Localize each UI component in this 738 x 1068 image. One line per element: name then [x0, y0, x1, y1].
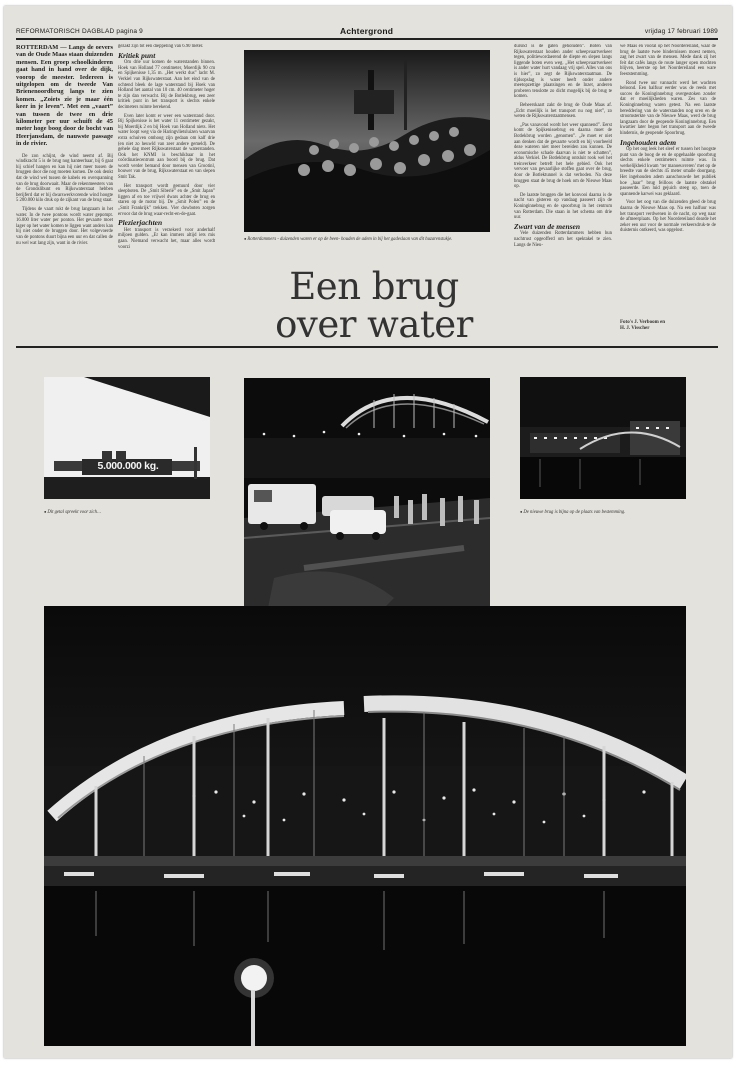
credit-line-1: Foto's J. Verboom en	[620, 320, 665, 325]
paper-name: REFORMATORISCH DAGBLAD pagina 9	[16, 28, 143, 35]
paragraph: De laatste bruggen die het konvooi daarna is de nacht van gisteren op vandaag passeert zijn de Koninginnebrug en de spoorbrug in het centrum van Rotterdam. Die staan in het schema om drie uur.	[514, 192, 612, 221]
paragraph: Op het oog leek het sleef er tussen het hoogste punt van de boog de en de opgehaalde spoorbrug slechts enkele centimeters ruimte was. In werkelijkheid kwam ‘ter manoeuvreren’ met op de breedte van de slechts 45 meter smalle doorgang. Het ingehouden adem aanschouwde het publiek hoe „haar” brug feilloos de laatste obstakel passeerde. Een luid gejuich steeg op, toen de spannende karwei was geklaard.	[620, 147, 716, 197]
article-column-3	[514, 44, 612, 344]
headline-line-2: over water	[275, 303, 473, 346]
harbour-caption: ● De nieuwe brug is bijna op de plaats van bestemming.	[520, 509, 686, 516]
crowd-caption: ● Rotterdammers - duizenden waren er op de been- houden de adem in bij het gadeslaan van dit huzarenstukje.	[244, 236, 490, 243]
paragraph: Beheerskaart zakt de brug de Oude Maas af. „Echt moeilijk is het transport nu nog niet”, zo weten de Rijkswaterstaatmensen.	[514, 102, 612, 120]
paragraph: Om drie uur komen de waterstanden binnen. Hoek van Holland 77 centimeter, Moerdijk 90 cm en Spijkenisse 1,35 m. „Het werkt dus” lacht M. Verkiel van Rijkswaterstaat. Aan het eind van de ochtend bleek de lage waterstand bij Hoek van Holland het aantal van 10 cm. 40 centimeter hoger te zijn dan verwacht. Bij de Botlekbrug, een zeer kritiek punt in het transport is slechts enkele decimeters ruimte berekend.	[118, 60, 215, 110]
paragraph: gezakt zijn tot een dieppeling van 6.90 meter.	[118, 44, 204, 49]
paragraph: we Maas en vooral op het Noordereiland, waar de brug de laatste twee bindernissen moest nemen, zag het zwart van de mensen. Mede dank zij het feit dat cafés langs de route langer open mochten blijven, heerste op het Noordereiland een ware feeststemming.	[620, 44, 716, 77]
header-rule	[16, 38, 718, 40]
article-column-2	[118, 44, 215, 344]
section-rule	[16, 346, 718, 348]
photo-credit	[620, 320, 716, 332]
harbour-photo-art	[520, 377, 686, 499]
paragraph: De zon schijnt, de wind neemt af. Bij windkracht 5 is de brug nog hanteerbaar, bij 6 gaat hij schief hangen en kan hij niet meer tussen de bruggen door die nog moeten komen. De ook denkt dat de wind wel tussen de kabels en overspanning van de brug doorwaait. Maar de rekenmeesters van de Grondslibunt en Rijkswaterstaat hebben berijferd dat er bij dwarswerkvorende wind hoogte 5 200.000 kilo druk op de zijkant van de brug staat.	[16, 153, 113, 204]
crowd-photo-art	[244, 50, 490, 232]
paragraph: Vele duizenden Rotterdammers hebben hun nachtrust opgeofferd om het spektakel te zien. Langs de Nieu-	[514, 231, 612, 248]
article-column-4	[620, 44, 716, 314]
headline-line-1: Een brug	[289, 265, 459, 308]
subheading: Kritiek punt	[118, 50, 156, 60]
section-title: Achtergrond	[340, 26, 394, 36]
harbour-photo	[520, 377, 686, 499]
subheading: Plezierjachten	[118, 218, 163, 228]
article-column-1	[16, 44, 113, 276]
paragraph: „Pas vanavond wordt het weer spannend”. Eerst komt de Spijkenissebrug en daarna moet de Botlekbrug worden „genomen”. „Je moet er niet aan denken dat de gevaarte wordt en bij voorbeeld deze wateren niet meer bereiden zou kunnen. De economische schade daarvan is niet te schatten”, aldus Verkiel. De Botlekbrug ontsluit rook wel het treinverkeer betreft het hele gebied. Ook het vervoer van gevaarlijke stoffen gaat over de brug, door de Botlektunnel is dat verboden. Na deze bruggen staat de brug de hoek om de Nieuwe Maas op.	[514, 122, 612, 190]
crowd-photo	[244, 50, 490, 232]
bridge-night-photo	[44, 606, 686, 1046]
paragraph: Het transport is verzekerd voor anderhalf miljoen gulden. „Er kan immers altijd iets mis gaan. Niemand verwacht het, maar alles wordt voorzi	[118, 227, 215, 250]
paragraph: Het transport wordt gestuurd door vier sleepboten. De „Smit Siberië” en de „Smit Japan” liggen af en toe vrijwel dwars achter de brug en staren op de motor bij. De „Smit Polen” en de „Smit Frankrijk” trekken. Vier duwboten zorgen ervoor dat de brug waar-recht-en-de-gaat.	[118, 183, 215, 217]
weight-sign-photo	[44, 377, 210, 499]
street-photo	[244, 378, 490, 628]
street-photo-art	[244, 378, 490, 628]
paragraph: Rond twee uur vannacht werd het wachten beloond. Een halfuur eerder was de reeds met succes de Koninginnebrug overgestoken zonder dat er moeilijkheden waren. Zes van de Koninginnebrug waren getest. Na een laatste bereddering van de waterstanden nog uren en de stroomsterkte van de Nieuwe Maas, werd de brug langzaam door de geopende Koninginnebrug. Een kwartier later begon het transport aan de tweede hindernis, de geopende Spoorbrug.	[620, 80, 716, 136]
credit-line-2: H. J. Visscher	[620, 326, 650, 331]
weight-sign-text: 5.000.000 kg.	[97, 460, 159, 472]
bridge-night-photo-art	[44, 606, 686, 1046]
subheading: Ingehouden adem	[620, 137, 677, 147]
paragraph: Voor het oog van die duizenden gleed de brug daarna de Nieuwe Maas op. Na een halfuur was het transport verdwenen in de nacht, op weg naar de afmeerplaats. Op het Noordereiland dearde het zeker een uur voor de normale verkeersdruk-te de duisternis ontkeerd, was opgelost.	[620, 200, 716, 234]
headline	[254, 265, 494, 346]
paragraph: Even later komt er weer een waterstand door. Bij Spijkenisse is het water 11 centimeter gezakt, bij Moerdijk 2 en bij Hoek van Holland niets. Het water loopt weg via de Haringvlietsluizen waarvan extra schuiven omhoog zijn gedaan om kalf drie (en niet zo heuwld van zeer andere gemeld). De gehele dag meet Rijkswaterstaat de waterstanden. Ook het KNMI is beschikbaar in het coördinatiecentrum aan boord bij de brug. Dat wordt verder bemand door mensen van Grootinl, bouwer van de brug, Rijkswaterstaat en van slepen Smit Tak.	[118, 113, 215, 181]
paragraph: dursnd is de gaten geholuden”. Boten van Rijkswaterstaat houden ander scheepvaartverkeer tegen, politiewordaerend de diepte en slepen langs liggende boten even weg. „Het scheepvaartverkeer is ander water hurt vandaag vrij spel. Alles van ons is hier”, zo zegt de Rijkswaterstaatman. De tijdsopslag is water heeft onder andere meetopzettige plaatsingen en de Inzet, anderen proberen tenslotte zo dicht mogelijk bij de brug te komen.	[514, 44, 612, 100]
article-lead: ROTTERDAM — Langs de oevers van de Oude Maas staan duizenden mensen. Een groep schoolkinderen gaat hand in hand over de dijk, voorop de meester. Iedereen is uitgelopen om de tweede Van Brienenoordbrug langs te zien komen. „Zoiets zie je maar één keer in je leven”. Met een „vaart” van tussen de twee en drie kilometer per uur schuift de 45 meter hoge boog door de bocht van Heerjansdam, de nauwste passage in de rivier.	[16, 44, 113, 148]
subheading: Zwart van de mensen	[514, 221, 581, 231]
weight-sign-art	[44, 377, 210, 499]
newspaper-page	[4, 6, 732, 1058]
issue-date: vrijdag 17 februari 1989	[644, 28, 718, 35]
paragraph: Tijdens de vaart rukt de brug langzaam in het water. In de twee pontons wordt water gepompt. 16.000 liter water per ponton. Het gevaarte moet lager op het water komen te liggen want anders kan hij niet onder de bruggen door. Het volgevoerde van de pontons duurt bijna een uur en dat callen de nu wel wat lang zijn, want in de rivier.	[16, 207, 113, 246]
weight-caption: ● Dit getal spreekt voor zich…	[44, 509, 210, 516]
